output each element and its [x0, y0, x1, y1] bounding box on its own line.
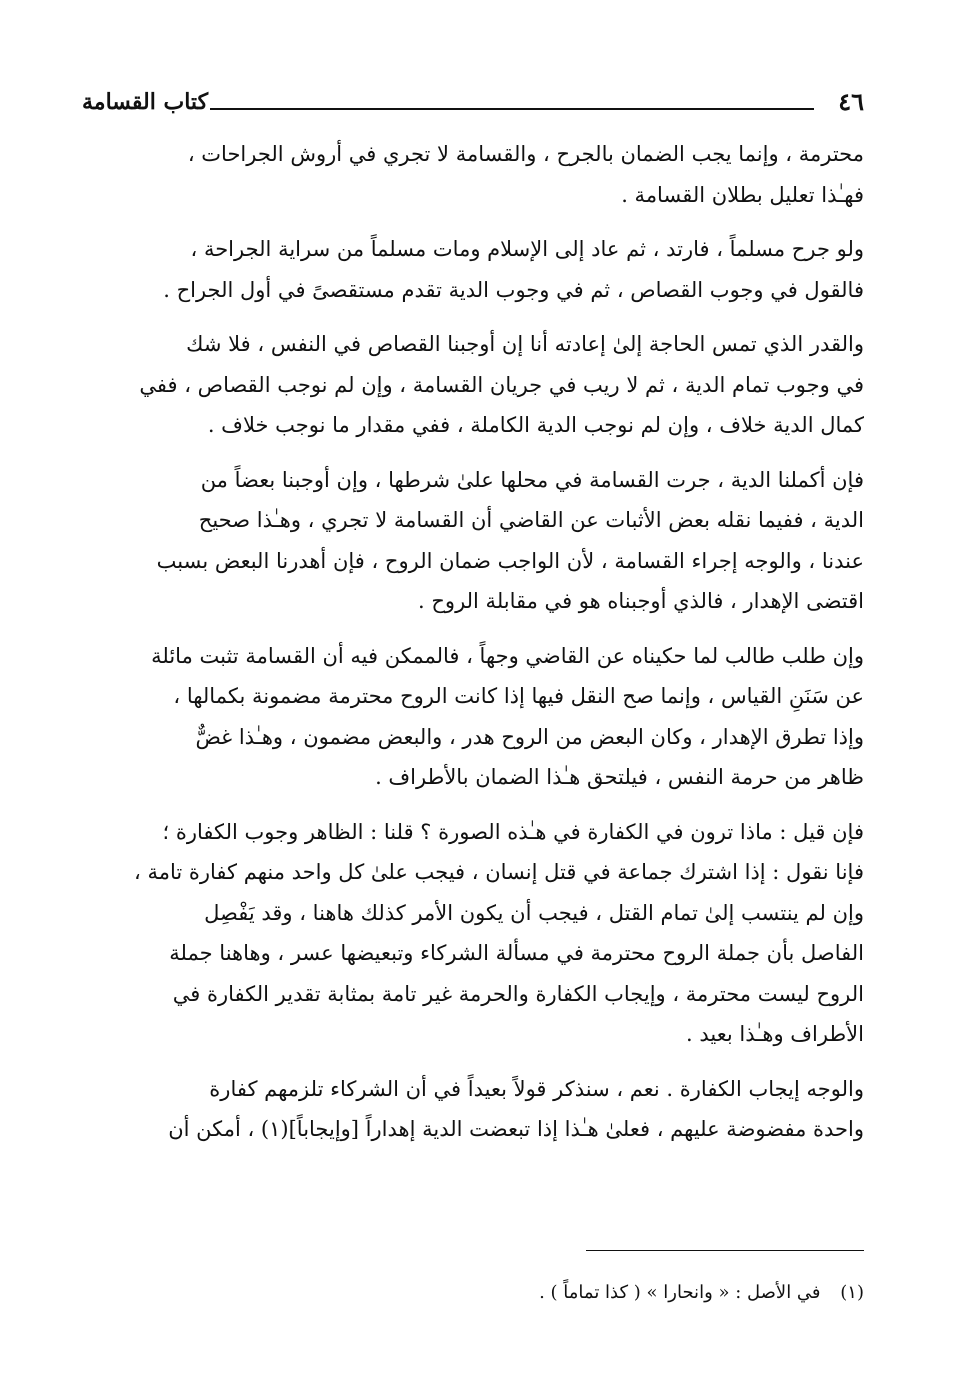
text-line: والوجه إيجاب الكفارة . نعم ، سنذكر قولاً بعيداً في أن الشركاء تلزمهم كفارة [209, 1076, 864, 1101]
footnote-number: (١) [840, 1282, 864, 1303]
text-line: فالقول في وجوب القصاص ، ثم في وجوب الدية تقدم مستقصىً في أول الجراح . [163, 277, 864, 302]
main-text [82, 134, 864, 1164]
text-line: عن سَنَنِ القياس ، وإنما صح النقل فيها إذا كانت الروح محترمة مضمونة بكمالها ، [173, 684, 864, 708]
text-line: الفاصل بأن جملة الروح محترمة في مسألة الشركاء وتبعيضها عسر ، وهاهنا جملة [169, 941, 864, 965]
text-line: الأطراف وهـٰذا بعيد . [686, 1022, 864, 1046]
text-line: ظاهر من حرمة النفس ، فيلتحق هـٰذا الضمان بالأطراف . [375, 765, 864, 789]
text-line: فهـٰذا تعليل بطلان القسامة . [621, 182, 864, 207]
paragraph-5 [82, 636, 864, 798]
footnote [94, 1278, 864, 1308]
text-line: وإن لم ينتسب إلىٰ تمام القتل ، فيجب أن يكون الأمر كذلك هاهنا ، وقد يَفْصِل [204, 900, 864, 925]
text-line: الدية ، ففيما نقله بعض الأثبات عن القاضي أن القسامة لا تجري ، وهـٰذا صحيح [198, 508, 864, 532]
text-line: وإذا تطرق الإهدار ، وكان البعض من الروح هدر ، والبعض مضمون ، وهـٰذا غضٌّ [195, 724, 864, 749]
text-line: الروح ليست محترمة ، وإيجاب الكفارة والحرمة غير تامة بمثابة تقدير الكفارة في [172, 981, 864, 1006]
text-line: واحدة مفضوضة عليهم ، فعلىٰ هـٰذا إذا تبعضت الدية إهداراً [وإيجاباً](١) ، أمكن أن [168, 1117, 864, 1141]
page-header [82, 84, 864, 120]
text-line: عندنا ، والوجه إجراء القسامة ، لأن الواجب ضمان الروح ، فإن أهدرنا البعض بسبب [156, 548, 864, 573]
footnote-text: في الأصل : « وانحارا » ( كذا تماماً ) . [539, 1282, 821, 1303]
text-line: ولو جرح مسلماً ، فارتد ، ثم عاد إلى الإسلام ومات مسلماً من سراية الجراحة ، [190, 237, 864, 261]
paragraph-6 [82, 812, 864, 1055]
text-line: فإنا نقول : إذا اشترك جماعة في قتل إنسان ، فيجب علىٰ كل واحد منهم كفارة تامة ، [134, 860, 864, 884]
paragraph-3 [82, 324, 864, 446]
text-line: فإن أكملنا الدية ، جرت القسامة في محلها علىٰ شرطها ، وإن أوجبنا بعضاً من [200, 467, 864, 492]
text-line: وإن طلب طالب لما حكيناه عن القاضي وجهاً ، فالممكن فيه أن القسامة تثبت مائلة [151, 643, 864, 668]
text-line: اقتضى الإهدار ، فالذي أوجبناه هو في مقابلة الروح . [418, 589, 864, 613]
text-line: محترمة ، وإنما يجب الضمان بالجرح ، والقسامة لا تجري في أروش الجراحات ، [187, 142, 864, 166]
footnote-separator [586, 1250, 864, 1251]
book-title: كتاب القسامة [82, 89, 209, 115]
header-rule [210, 108, 814, 110]
text-line: والقدر الذي تمس الحاجة إلىٰ إعادته أنا إن أوجبنا القصاص في النفس ، فلا شك [186, 332, 864, 356]
paragraph-2 [82, 229, 864, 310]
text-line: كمال الدية خلاف ، وإن لم نوجب الدية الكاملة ، ففي مقدار ما نوجب خلاف . [207, 413, 864, 437]
paragraph-7 [82, 1069, 864, 1150]
paragraph-4 [82, 460, 864, 622]
text-line: في وجوب تمام الدية ، ثم لا ريب في جريان القسامة ، وإن لم نوجب القصاص ، ففي [139, 372, 864, 397]
paragraph-1 [82, 134, 864, 215]
text-line: فإن قيل : ماذا ترون في الكفارة في هـٰذه الصورة ؟ قلنا : الظاهر وجوب الكفارة ؛ [162, 819, 864, 844]
page-number: ٤٦ [838, 87, 864, 116]
